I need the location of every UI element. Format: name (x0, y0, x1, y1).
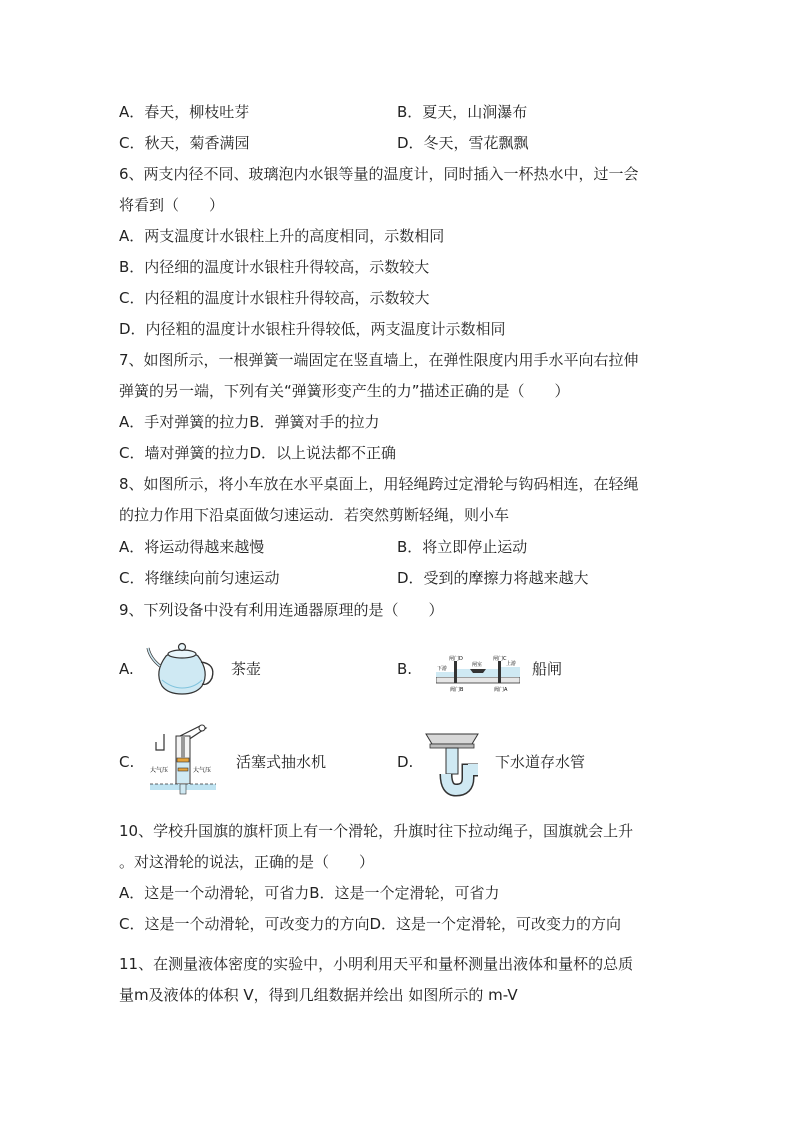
q9-option-a-letter: A. (119, 660, 134, 678)
q6-stem-line2: 将看到（ ） (119, 196, 225, 214)
q7-stem-line1: 7、如图所示，一根弹簧一端固定在竖直墙上，在弹性限度内用手水平向右拉伸 (119, 351, 639, 369)
q8-option-b: B．将立即停止运动 (397, 538, 528, 556)
q8-option-d: D．受到的摩擦力将越来越大 (397, 569, 589, 587)
q9-option-c-letter: C. (119, 753, 135, 771)
q11-stem-line2: 量m及液体的体积 V，得到几组数据并绘出 如图所示的 m-V (119, 986, 518, 1004)
lock-label-valve-a: 阀门A (494, 687, 508, 693)
q6-stem-line1: 6、两支内径不同、玻璃泡内水银等量的温度计，同时插入一杯热水中，过一会 (119, 165, 639, 183)
q6-option-b: B．内径细的温度计水银柱升得较高，示数较大 (119, 258, 430, 276)
q7-options-cd: C．墙对弹簧的拉力D．以上说法都不正确 (119, 444, 397, 462)
q5-option-b: B．夏天，山涧瀑布 (397, 103, 528, 121)
q9-option-d-text: 下水道存水管 (495, 753, 586, 771)
q7-stem-line2: 弹簧的另一端，下列有关“弹簧形变产生的力”描述正确的是（ ） (119, 382, 570, 400)
q8-option-c: C．将继续向前匀速运动 (119, 569, 280, 587)
q6-option-a: A．两支温度计水银柱上升的高度相同，示数相同 (119, 227, 445, 245)
q11-stem-line1: 11、在测量液体密度的实验中，小明利用天平和量杯测量出液体和量杯的总质 (119, 955, 634, 973)
q9-option-b-letter: B. (397, 660, 413, 678)
pump-label-atm-right: 大气压 (193, 767, 212, 774)
q5-option-d: D．冬天，雪花飘飘 (397, 134, 529, 152)
q5-option-a: A．春天，柳枝吐芽 (119, 103, 250, 121)
q9-option-d-letter: D. (397, 753, 414, 771)
lock-label-chamber: 闸室 (472, 662, 483, 668)
lock-label-upstream: 上游 (506, 661, 517, 667)
lock-label-gate-d: 闸门D (449, 656, 463, 662)
ship-lock-figure (436, 655, 520, 695)
q6-option-c: C．内径粗的温度计水银柱升得较高，示数较大 (119, 289, 430, 307)
q10-stem-line2: 。对这滑轮的说法，正确的是（ ） (119, 853, 375, 871)
piston-pump-figure (150, 724, 216, 796)
teapot-figure (146, 636, 218, 698)
lock-label-downstream: 下游 (437, 666, 448, 672)
q8-stem-line2: 的拉力作用下沿桌面做匀速运动．若突然剪断轻绳，则小车 (119, 506, 510, 524)
q10-options-ab: A．这是一个动滑轮，可省力B．这是一个定滑轮，可省力 (119, 884, 500, 902)
q9-option-a-text: 茶壶 (231, 660, 262, 678)
q10-stem-line1: 10、学校升国旗的旗杆顶上有一个滑轮，升旗时往下拉动绳子，国旗就会上升 (119, 822, 634, 840)
pump-label-atm-left: 大气压 (150, 767, 169, 774)
q9-option-b-text: 船闸 (532, 660, 563, 678)
q5-option-c: C．秋天，菊香满园 (119, 134, 250, 152)
q6-option-d: D．内径粗的温度计水银柱升得较低，两支温度计示数相同 (119, 320, 506, 338)
q8-option-a: A．将运动得越来越慢 (119, 538, 265, 556)
q9-stem: 9、下列设备中没有利用连通器原理的是（ ） (119, 601, 444, 619)
q7-options-ab: A．手对弹簧的拉力B．弹簧对手的拉力 (119, 413, 380, 431)
q8-stem-line1: 8、如图所示，将小车放在水平桌面上，用轻绳跨过定滑轮与钩码相连，在轻绳 (119, 475, 639, 493)
drain-trap-figure (424, 730, 480, 800)
lock-label-gate-c: 闸门C (493, 656, 507, 662)
q10-options-cd: C．这是一个动滑轮，可改变力的方向D．这是一个定滑轮，可改变力的方向 (119, 915, 622, 933)
q9-option-c-text: 活塞式抽水机 (236, 753, 327, 771)
lock-label-valve-b: 阀门B (450, 687, 464, 693)
